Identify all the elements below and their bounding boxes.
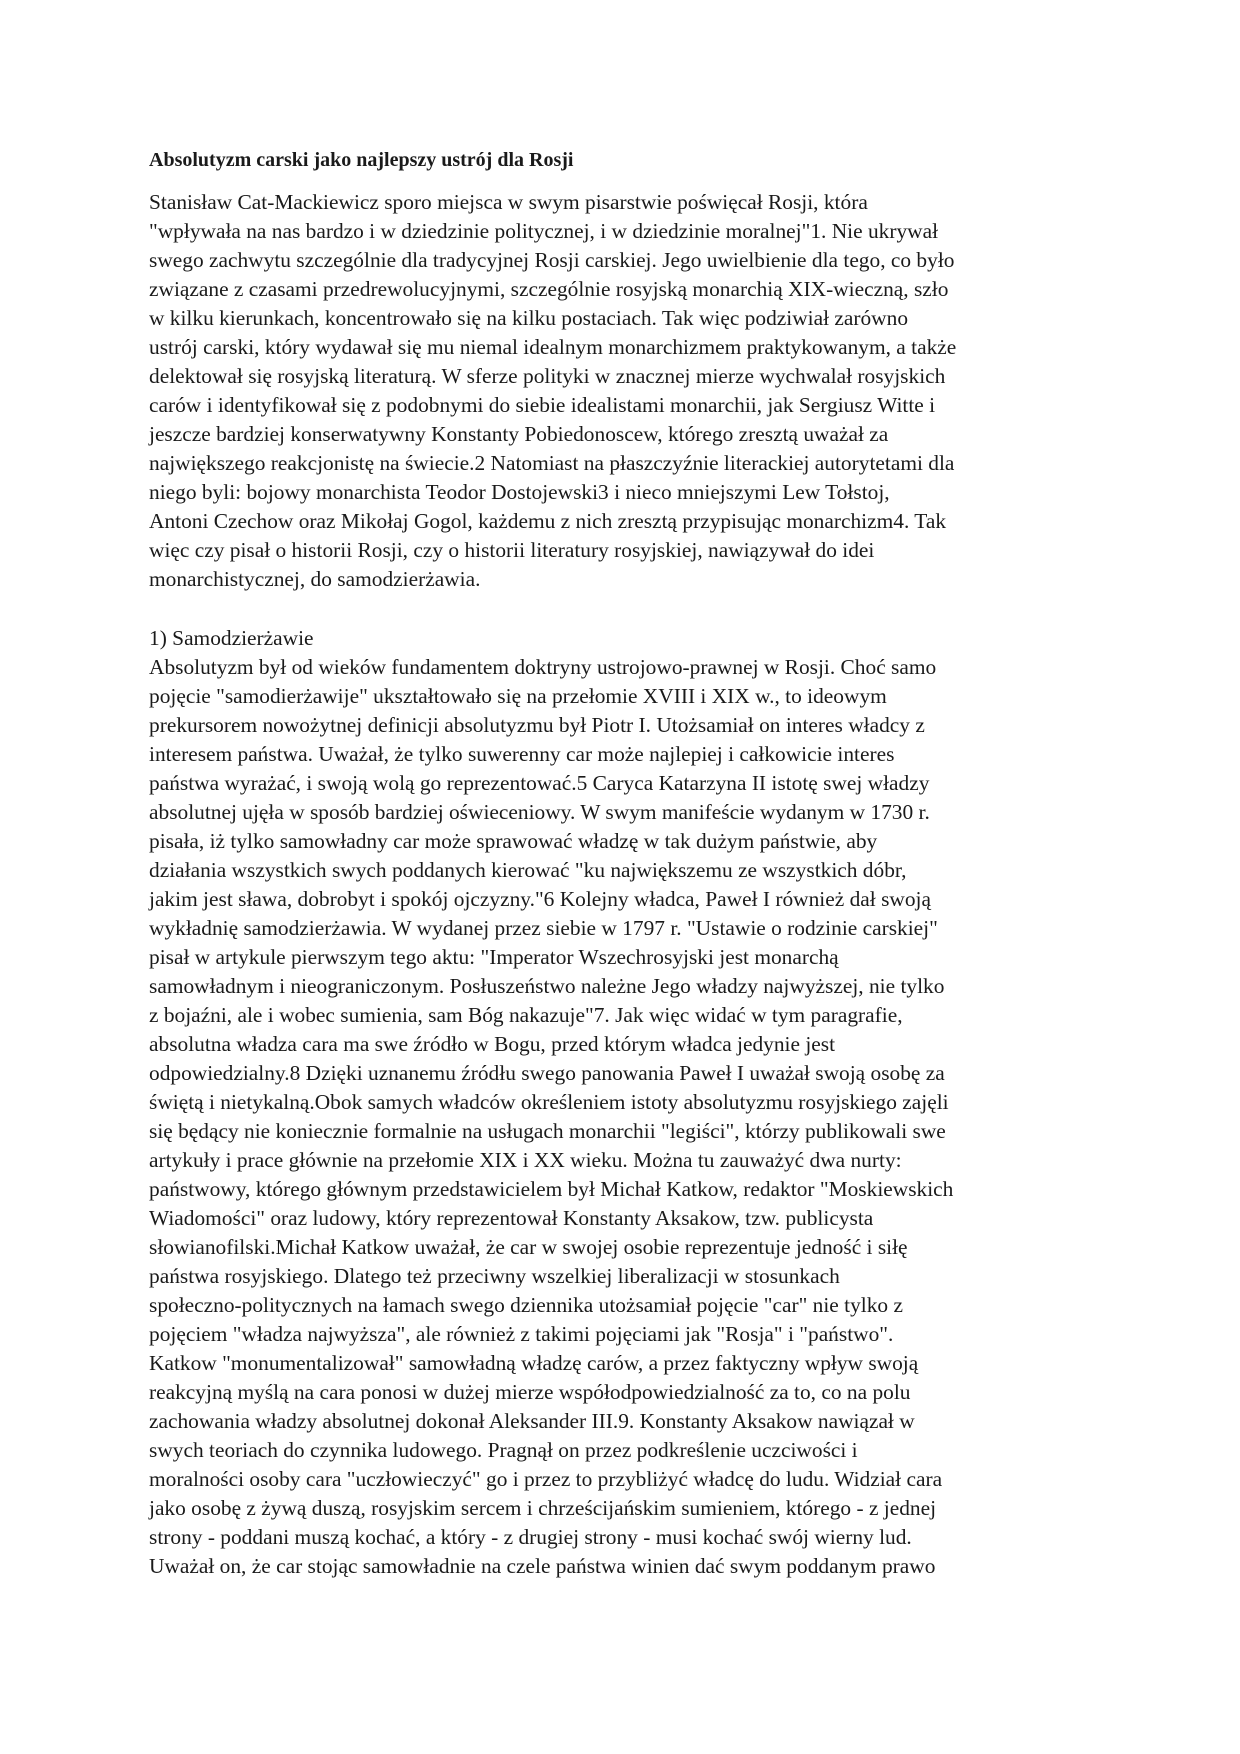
text-line: samowładnym i nieograniczonym. Posłuszeństwo należne Jego władzy najwyższej, nie tylko	[149, 974, 945, 998]
text-line: swego zachwytu szczególnie dla tradycyjnej Rosji carskiej. Jego uwielbienie dla tego, co było	[149, 248, 955, 272]
section-heading: 1) Samodzierżawie	[149, 626, 314, 650]
text-line: carów i identyfikował się z podobnymi do siebie idealistami monarchii, jak Sergiusz Witte i	[149, 393, 936, 417]
text-line: Wiadomości" oraz ludowy, który reprezentował Konstanty Aksakow, tzw. publicysta	[149, 1206, 874, 1230]
text-line: państwa rosyjskiego. Dlatego też przeciwny wszelkiej liberalizacji w stosunkach	[149, 1264, 840, 1288]
text-line: pojęcie "samodierżawije" ukształtowało się na przełomie XVIII i XIX w., to ideowym	[149, 684, 887, 708]
text-line: się będący nie koniecznie formalnie na usługach monarchii "legiści", którzy publikowali swe	[149, 1119, 946, 1143]
document-page	[149, 146, 1099, 1581]
text-line: Katkow "monumentalizował" samowładną władzę carów, a przez faktyczny wpływ swoją	[149, 1351, 919, 1375]
text-line: więc czy pisał o historii Rosji, czy o historii literatury rosyjskiej, nawiązywał do idei	[149, 538, 875, 562]
text-line: pisał w artykule pierwszym tego aktu: "Imperator Wszechrosyjski jest monarchą	[149, 945, 839, 969]
text-line: monarchistycznej, do samodzierżawia.	[149, 567, 481, 591]
text-line: strony - poddani muszą kochać, a który - z drugiej strony - musi kochać swój wierny lud.	[149, 1525, 912, 1549]
text-line: odpowiedzialny.8 Dzięki uznanemu źródłu swego panowania Paweł I uważał swoją osobę za	[149, 1061, 945, 1085]
text-line: słowianofilski.Michał Katkow uważał, że car w swojej osobie reprezentuje jedność i siłę	[149, 1235, 908, 1259]
text-line: działania wszystkich swych poddanych kierować "ku największemu ze wszystkich dóbr,	[149, 858, 907, 882]
text-line: jako osobę z żywą duszą, rosyjskim sercem i chrześcijańskim sumieniem, którego - z jednej	[149, 1496, 937, 1520]
text-line: jeszcze bardziej konserwatywny Konstanty Pobiedonoscew, którego zresztą uważał za	[149, 422, 889, 446]
text-line: moralności osoby cara "uczłowieczyć" go i przez to przybliżyć władcę do ludu. Widział cara	[149, 1467, 943, 1491]
text-line: pisała, iż tylko samowładny car może sprawować władzę w tak dużym państwie, aby	[149, 829, 878, 853]
text-line: państwowy, którego głównym przedstawicielem był Michał Katkow, redaktor "Moskiewskich	[149, 1177, 954, 1201]
text-line: wykładnię samodzierżawia. W wydanej przez siebie w 1797 r. "Ustawie o rodzinie carskiej"	[149, 916, 938, 940]
text-line: społeczno-politycznych na łamach swego dziennika utożsamiał pojęcie "car" nie tylko z	[149, 1293, 903, 1317]
text-line: jakim jest sława, dobrobyt i spokój ojczyzny."6 Kolejny władca, Paweł I również dał swoją	[149, 887, 931, 911]
text-line: delektował się rosyjską literaturą. W sferze polityki w znacznej mierze wychwalał rosyjskich	[149, 364, 946, 388]
text-line: w kilku kierunkach, koncentrowało się na kilku postaciach. Tak więc podziwiał zarówno	[149, 306, 909, 330]
text-line: niego byli: bojowy monarchista Teodor Dostojewski3 i nieco mniejszymi Lew Tołstoj,	[149, 480, 890, 504]
text-line: Stanisław Cat-Mackiewicz sporo miejsca w swym pisarstwie poświęcał Rosji, która	[149, 190, 868, 214]
text-line: świętą i nietykalną.Obok samych władców określeniem istoty absolutyzmu rosyjskiego zajęli	[149, 1090, 949, 1114]
text-line: z bojaźni, ale i wobec sumienia, sam Bóg nakazuje"7. Jak więc widać w tym paragrafie,	[149, 1003, 903, 1027]
text-line: największego reakcjonistę na świecie.2 Natomiast na płaszczyźnie literackiej autorytetami dla	[149, 451, 955, 475]
intro-paragraph	[149, 188, 1099, 594]
text-line: Absolutyzm był od wieków fundamentem doktryny ustrojowo-prawnej w Rosji. Choć samo	[149, 655, 937, 679]
text-line: zachowania władzy absolutnej dokonał Aleksander III.9. Konstanty Aksakow nawiązał w	[149, 1409, 915, 1433]
text-line: absolutna władza cara ma swe źródło w Bogu, przed którym władca jedynie jest	[149, 1032, 836, 1056]
text-line: prekursorem nowożytnej definicji absolutyzmu był Piotr I. Utożsamiał on interes władcy z	[149, 713, 925, 737]
text-line: ustrój carski, który wydawał się mu niemal idealnym monarchizmem praktykowanym, a także	[149, 335, 957, 359]
text-line: reakcyjną myślą na cara ponosi w dużej mierze współodpowiedzialność za to, co na polu	[149, 1380, 911, 1404]
document-title: Absolutyzm carski jako najlepszy ustrój dla Rosji	[149, 149, 574, 171]
text-line: Antoni Czechow oraz Mikołaj Gogol, każdemu z nich zresztą przypisując monarchizm4. Tak	[149, 509, 947, 533]
text-line: Uważał on, że car stojąc samowładnie na czele państwa winien dać swym poddanym prawo	[149, 1554, 936, 1578]
text-line: swych teoriach do czynnika ludowego. Pragnął on przez podkreślenie uczciwości i	[149, 1438, 858, 1462]
paragraph-gap	[149, 594, 1099, 624]
text-line: państwa wyrażać, i swoją wolą go reprezentować.5 Caryca Katarzyna II istotę swej władzy	[149, 771, 930, 795]
text-line: "wpływała na nas bardzo i w dziedzinie politycznej, i w dziedzinie moralnej"1. Nie ukrywał	[149, 219, 939, 243]
section-paragraph	[149, 653, 1099, 1581]
text-line: pojęciem "władza najwyższa", ale również z takimi pojęciami jak "Rosja" i "państwo".	[149, 1322, 894, 1346]
text-line: interesem państwa. Uważał, że tylko suwerenny car może najlepiej i całkowicie interes	[149, 742, 895, 766]
text-line: artykuły i prace głównie na przełomie XIX i XX wieku. Można tu zauważyć dwa nurty:	[149, 1148, 902, 1172]
text-line: związane z czasami przedrewolucyjnymi, szczególnie rosyjską monarchią XIX-wieczną, szło	[149, 277, 949, 301]
text-line: absolutnej ujęła w sposób bardziej oświeceniowy. W swym manifeście wydanym w 1730 r.	[149, 800, 930, 824]
